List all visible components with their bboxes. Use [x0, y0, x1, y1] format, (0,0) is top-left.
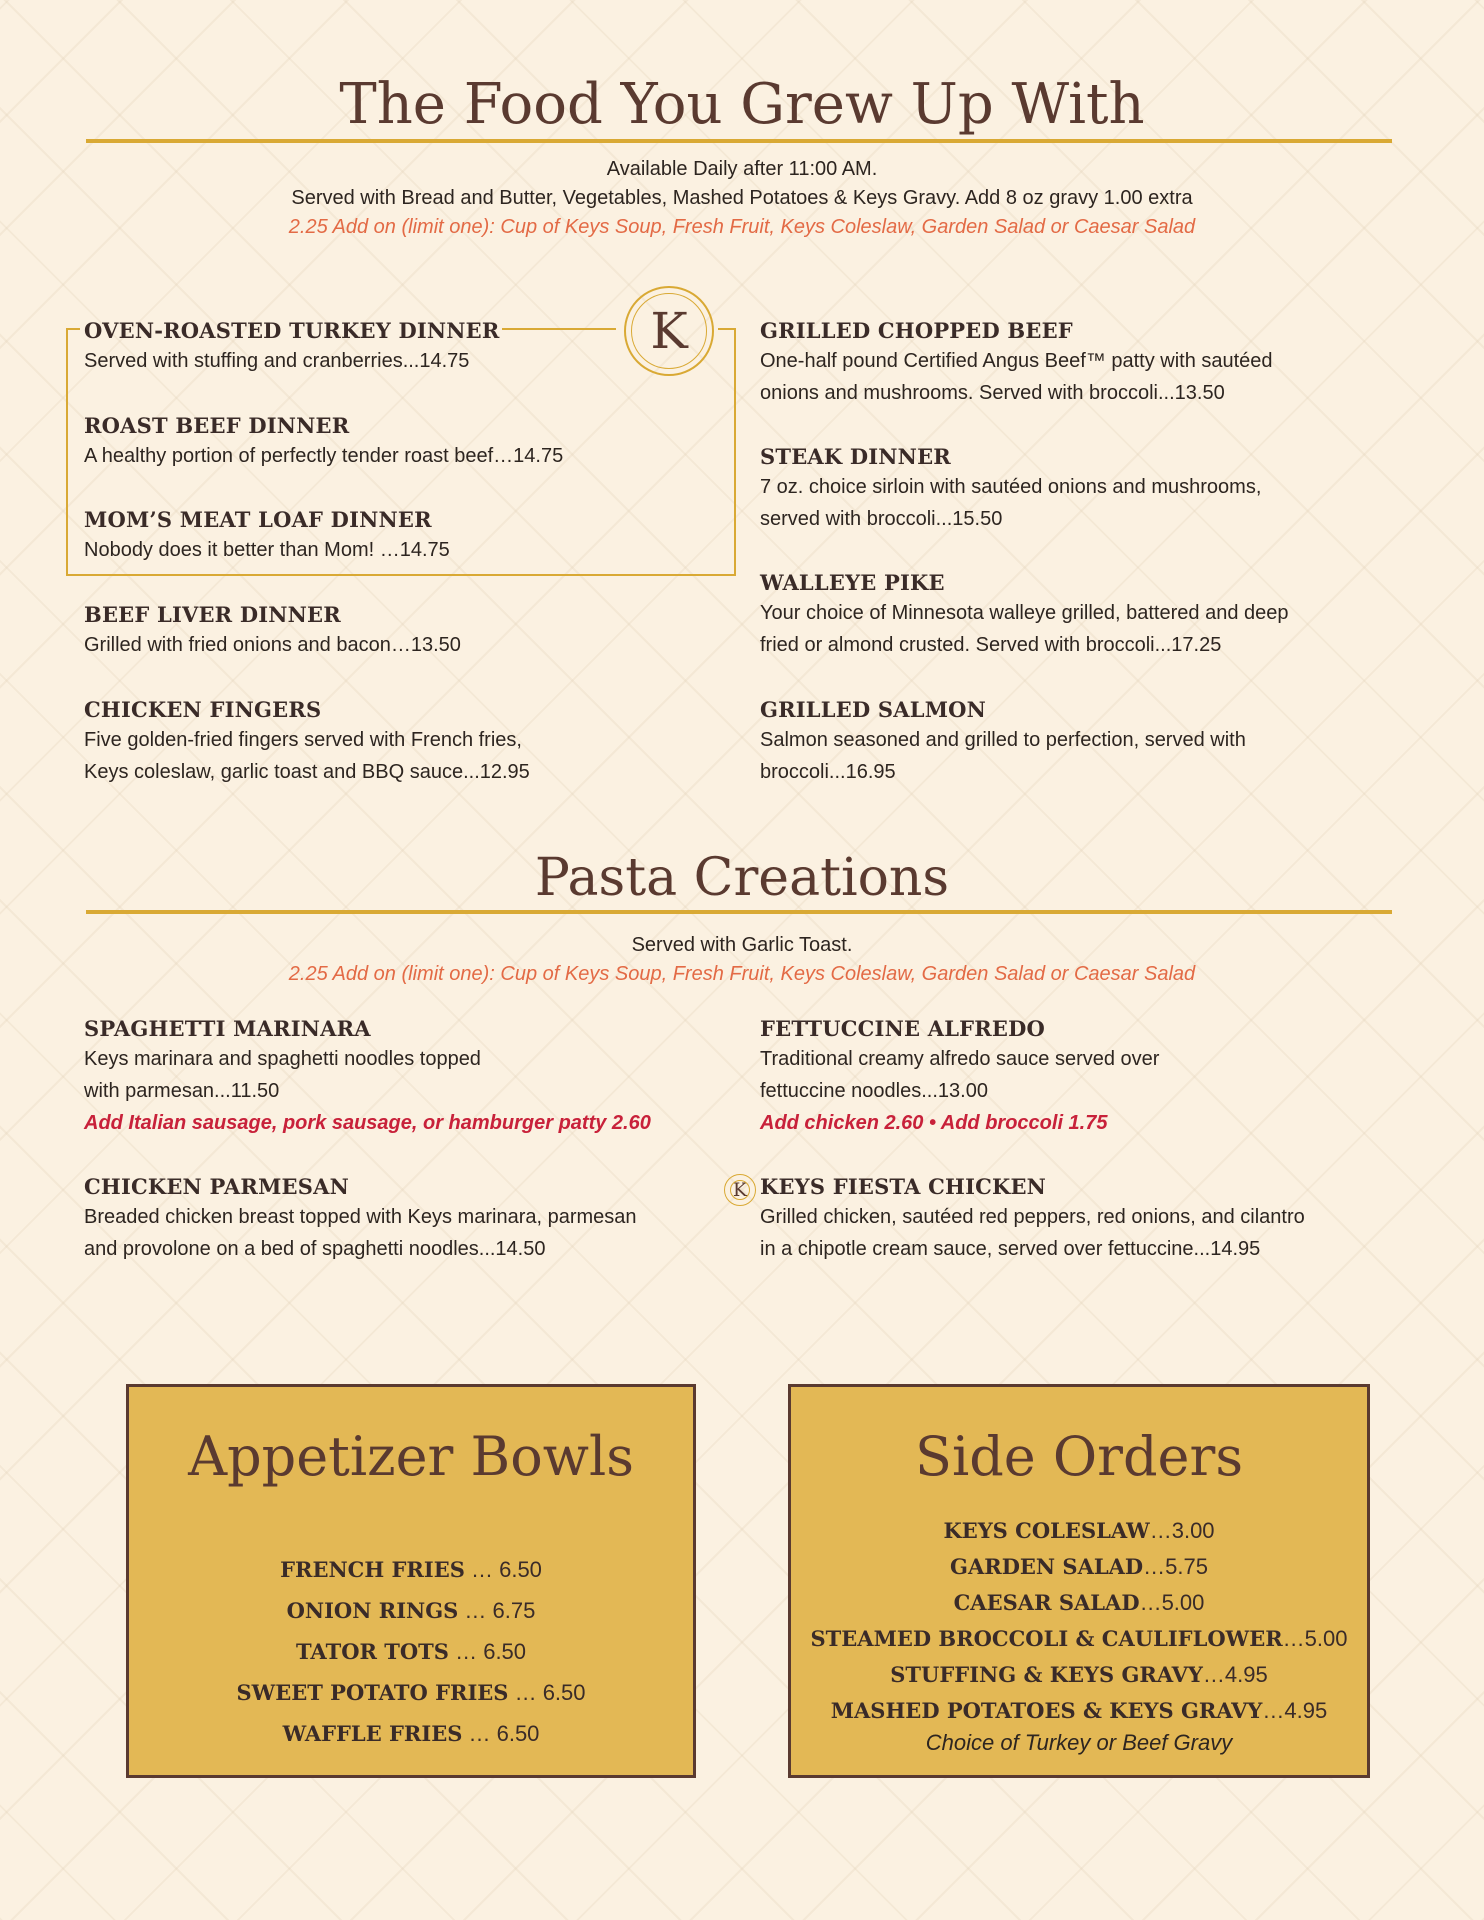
item-desc-line: Grilled chicken, sautéed red peppers, red onions, and cilantro [760, 1206, 1305, 1228]
side-order-name: KEYS COLESLAW [943, 1518, 1150, 1543]
appetizer-item [129, 1631, 693, 1672]
appetizer-name: SWEET POTATO FRIES [236, 1680, 509, 1705]
item-name: GRILLED CHOPPED BEEF [760, 318, 1073, 343]
availability-note: Available Daily after 11:00 AM. [606, 158, 878, 180]
appetizer-name: WAFFLE FRIES [282, 1721, 463, 1746]
menu-item-fiesta-chicken [760, 1174, 1440, 1265]
item-desc: A healthy portion of perfectly tender roast beef…14.75 [84, 445, 564, 467]
appetizer-item [129, 1549, 693, 1590]
item-desc [760, 1043, 1440, 1139]
item-desc [84, 1201, 764, 1265]
appetizer-name: FRENCH FRIES [280, 1557, 465, 1582]
item-desc [760, 597, 1440, 661]
item-desc-line: in a chipotle cream sauce, served over fettuccine...14.95 [760, 1238, 1261, 1260]
item-name: KEYS FIESTA CHICKEN [760, 1174, 1047, 1199]
appetizer-item [129, 1672, 693, 1713]
side-orders-title: Side Orders [914, 1425, 1244, 1488]
side-orders-box [788, 1384, 1370, 1778]
item-desc [84, 724, 764, 788]
item-desc-line: Keys marinara and spaghetti noodles topped [84, 1048, 481, 1070]
item-desc-line: fettuccine noodles...13.00 [760, 1080, 988, 1102]
item-desc [760, 1201, 1440, 1265]
side-order-price: …3.00 [1149, 1518, 1215, 1543]
item-desc [760, 724, 1440, 788]
side-order-name: GARDEN SALAD [950, 1554, 1144, 1579]
item-desc-line: Keys coleslaw, garlic toast and BBQ sauce...12.95 [84, 761, 530, 783]
item-desc-line: onions and mushrooms. Served with broccoli...13.50 [760, 382, 1225, 404]
appetizer-bowls-box [126, 1384, 696, 1778]
menu-item-beef-liver [84, 602, 764, 661]
side-order-item [791, 1693, 1367, 1729]
menu-item-steak [760, 444, 1440, 535]
side-order-price: …5.00 [1282, 1626, 1348, 1651]
side-order-name: STUFFING & KEYS GRAVY [890, 1662, 1203, 1687]
item-desc: Served with stuffing and cranberries...14.75 [84, 350, 470, 372]
item-name: ROAST BEEF DINNER [84, 413, 350, 438]
item-name: MOM’S MEAT LOAF DINNER [84, 507, 432, 532]
section-title-main: The Food You Grew Up With [339, 72, 1145, 137]
menu-item-walleye [760, 570, 1440, 661]
appetizer-price: … 6.50 [464, 1557, 542, 1582]
appetizer-title: Appetizer Bowls [188, 1425, 634, 1488]
menu-item-roast-beef [84, 413, 764, 472]
item-desc-line: Traditional creamy alfredo sauce served over [760, 1048, 1160, 1070]
keys-logo: K [624, 286, 714, 376]
item-name: STEAK DINNER [760, 444, 951, 469]
side-order-item [791, 1657, 1367, 1693]
menu-item-salmon [760, 697, 1440, 788]
item-desc-line: and provolone on a bed of spaghetti noodles...14.50 [84, 1238, 546, 1260]
menu-item-chicken-parmesan [84, 1174, 764, 1265]
item-desc-line: Salmon seasoned and grilled to perfection, served with [760, 729, 1246, 751]
side-order-name: STEAMED BROCCOLI & CAULIFLOWER [810, 1626, 1283, 1651]
side-order-price: …5.00 [1139, 1590, 1205, 1615]
menu-item-meat-loaf [84, 507, 764, 566]
item-desc-line: served with broccoli...15.50 [760, 508, 1003, 530]
title-rule [86, 139, 1392, 143]
appetizer-item [129, 1713, 693, 1754]
appetizer-price: … 6.75 [458, 1598, 536, 1623]
item-desc-line: 7 oz. choice sirloin with sautéed onions and mushrooms, [760, 476, 1262, 498]
pasta-rule [86, 910, 1392, 914]
side-order-name: CAESAR SALAD [953, 1590, 1140, 1615]
item-name: WALLEYE PIKE [760, 570, 945, 595]
item-name: OVEN-ROASTED TURKEY DINNER [84, 318, 500, 343]
section-title-pasta: Pasta Creations [534, 848, 950, 908]
menu-item-chicken-fingers [84, 697, 764, 788]
item-desc-line: One-half pound Certified Angus Beef™ patty with sautéed [760, 350, 1273, 372]
item-name: SPAGHETTI MARINARA [84, 1016, 371, 1041]
item-desc-line: broccoli...16.95 [760, 761, 896, 783]
appetizer-item [129, 1590, 693, 1631]
item-desc: Grilled with fried onions and bacon…13.50 [84, 634, 461, 656]
item-desc [84, 1043, 764, 1139]
item-addon: Add chicken 2.60 • Add broccoli 1.75 [760, 1112, 1108, 1134]
item-addon: Add Italian sausage, pork sausage, or hamburger patty 2.60 [84, 1112, 651, 1134]
side-order-item [791, 1549, 1367, 1585]
menu-item-fettuccine [760, 1016, 1440, 1139]
addon-note: 2.25 Add on (limit one): Cup of Keys Soup, Fresh Fruit, Keys Coleslaw, Garden Salad or Caesar Salad [288, 216, 1196, 238]
keys-logo-small: K [724, 1174, 756, 1206]
item-desc-line: Your choice of Minnesota walleye grilled, battered and deep [760, 602, 1289, 624]
menu-item-chopped-beef [760, 318, 1440, 409]
item-name: CHICKEN FINGERS [84, 697, 322, 722]
appetizer-name: ONION RINGS [286, 1598, 459, 1623]
pasta-served-note: Served with Garlic Toast. [631, 934, 853, 956]
pasta-addon-note: 2.25 Add on (limit one): Cup of Keys Soup, Fresh Fruit, Keys Coleslaw, Garden Salad or Caesar Salad [288, 963, 1196, 985]
item-desc [760, 471, 1440, 535]
item-name: FETTUCCINE ALFREDO [760, 1016, 1046, 1041]
side-order-price: …4.95 [1202, 1662, 1268, 1687]
frame-top-left [66, 328, 80, 330]
item-desc: Nobody does it better than Mom! …14.75 [84, 539, 450, 561]
item-desc [760, 345, 1440, 409]
gravy-choice-note: Choice of Turkey or Beef Gravy [925, 1730, 1233, 1755]
side-orders-list [791, 1513, 1367, 1757]
appetizer-price: … 6.50 [448, 1639, 527, 1664]
served-with-note: Served with Bread and Butter, Vegetables, Mashed Potatoes & Keys Gravy. Add 8 oz gravy 1.00 extra [291, 187, 1193, 209]
side-order-item [791, 1585, 1367, 1621]
item-desc-line: fried or almond crusted. Served with broccoli...17.25 [760, 634, 1222, 656]
appetizer-price: … 6.50 [508, 1680, 586, 1705]
item-name: GRILLED SALMON [760, 697, 987, 722]
item-name: CHICKEN PARMESAN [84, 1174, 349, 1199]
appetizer-price: … 6.50 [462, 1721, 540, 1746]
side-order-name: MASHED POTATOES & KEYS GRAVY [830, 1698, 1263, 1723]
item-desc-line: with parmesan...11.50 [84, 1080, 280, 1102]
side-order-item [791, 1621, 1367, 1657]
item-desc-line: Five golden-fried fingers served with French fries, [84, 729, 522, 751]
appetizer-list [129, 1549, 693, 1754]
side-order-price: …4.95 [1262, 1698, 1328, 1723]
menu-item-turkey [84, 318, 764, 377]
menu-item-spaghetti [84, 1016, 764, 1139]
item-desc-line: Breaded chicken breast topped with Keys marinara, parmesan [84, 1206, 637, 1228]
side-order-price: …5.75 [1143, 1554, 1208, 1579]
side-order-item [791, 1513, 1367, 1549]
item-name: BEEF LIVER DINNER [84, 602, 341, 627]
appetizer-name: TATOR TOTS [295, 1639, 449, 1664]
